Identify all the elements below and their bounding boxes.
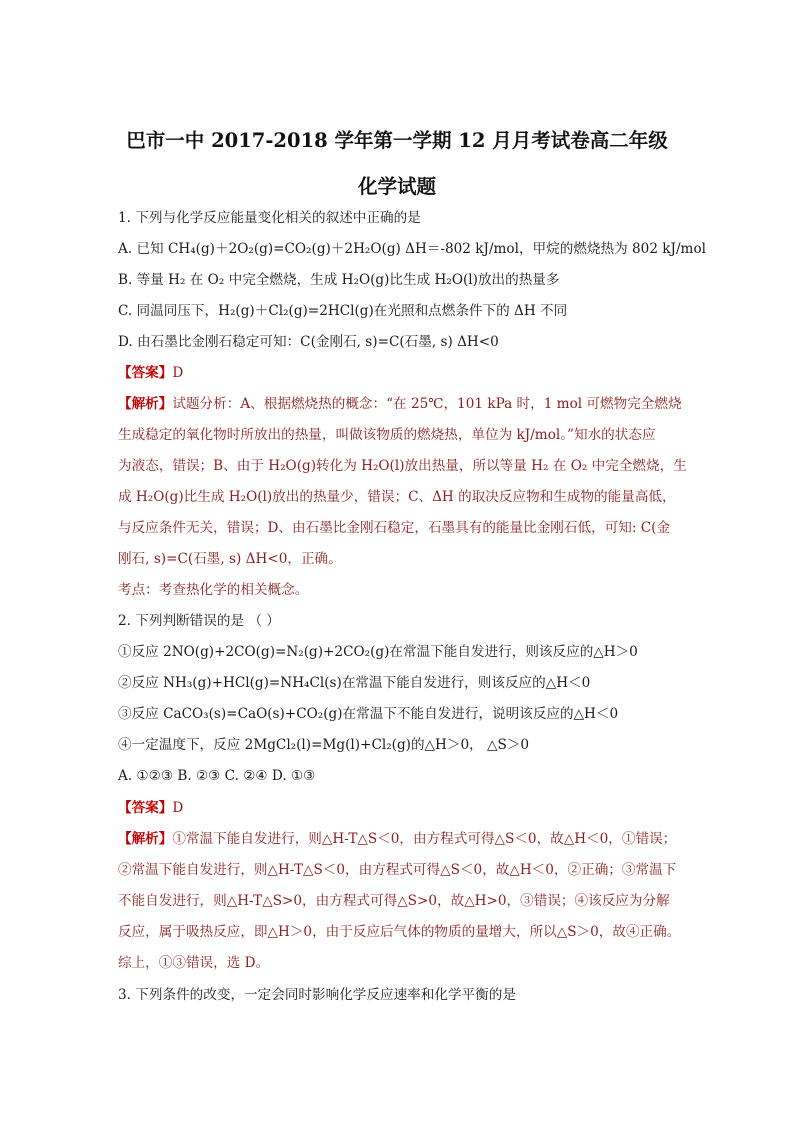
q1-stem: 1. 下列与化学反应能量变化相关的叙述中正确的是 bbox=[118, 210, 421, 226]
q1-option-a: A. 已知 CH₄(g)＋2O₂(g)=CO₂(g)＋2H₂O(g) ΔH＝-802 kJ/mol，甲烷的燃烧热为 802 kJ/mol bbox=[118, 241, 706, 257]
q1-option-b: B. 等量 H₂ 在 O₂ 中完全燃烧，生成 H₂O(g)比生成 H₂O(l)放出的热量多 bbox=[118, 272, 560, 288]
exam-title: 巴市一中 2017-2018 学年第一学期 12 月月考试卷高二年级 bbox=[126, 129, 668, 152]
answer-value: D bbox=[172, 800, 184, 816]
q2-explanation-line: 综上，①③错误，选 D。 bbox=[118, 955, 270, 971]
explanation-tag: 【解析】 bbox=[118, 396, 173, 412]
q1-explanation-line: 为液态，错误；B、由于 H₂O(g)转化为 H₂O(l)放出热量，所以等量 H₂ 在 O₂ 中完全燃烧，生 bbox=[118, 458, 687, 474]
q2-answer bbox=[118, 799, 183, 817]
q2-statement-3: ③反应 CaCO₃(s)=CaO(s)+CO₂(g)在常温下不能自发进行，说明该反应的△H＜0 bbox=[118, 706, 619, 722]
q2-explanation-line: 反应，属于吸热反应，即△H＞0，由于反应后气体的物质的量增大，所以△S＞0，故④正确。 bbox=[118, 924, 681, 940]
q2-explanation-line: ②常温下能自发进行，则△H-T△S＜0，由方程式可得△S＜0，故△H＜0，②正确；③常温下 bbox=[118, 862, 677, 878]
explanation-tag: 【解析】 bbox=[118, 831, 173, 847]
q1-option-c: C. 同温同压下，H₂(g)＋Cl₂(g)=2HCl(g)在光照和点燃条件下的 ΔH 不同 bbox=[118, 303, 568, 319]
answer-value: D bbox=[172, 365, 184, 381]
answer-tag: 【答案】 bbox=[118, 365, 173, 381]
q2-stem: 2. 下列判断错误的是 （ ） bbox=[118, 613, 280, 629]
q3-stem: 3. 下列条件的改变，一定会同时影响化学反应速率和化学平衡的是 bbox=[118, 987, 516, 1003]
exam-subtitle: 化学试题 bbox=[357, 175, 436, 198]
q1-explanation-line: 成 H₂O(g)比生成 H₂O(l)放出的热量少，错误；C、ΔH 的取决反应物和生成物的能量高低， bbox=[118, 489, 676, 505]
q2-options: A. ①②③ B. ②③ C. ②④ D. ①③ bbox=[118, 768, 316, 784]
q2-statement-1: ①反应 2NO(g)+2CO(g)=N₂(g)+2CO₂(g)在常温下能自发进行，则该反应的△H＞0 bbox=[118, 644, 638, 660]
q1-explanation-line: 生成稳定的氧化物时所放出的热量，叫做该物质的燃烧热，单位为 kJ/mol。”知水的状态应 bbox=[118, 427, 656, 443]
q1-explanation-line: 【解析】试题分析：A、根据燃烧热的概念：“在 25℃，101 kPa 时，1 mol 可燃物完全燃烧 bbox=[118, 396, 682, 412]
q1-explanation-line: 刚石, s)=C(石墨, s) ΔH<0，正确。 bbox=[118, 551, 342, 567]
answer-tag: 【答案】 bbox=[118, 800, 173, 816]
q2-explanation-line: 【解析】①常温下能自发进行，则△H-T△S＜0，由方程式可得△S＜0，故△H＜0，①错误； bbox=[118, 831, 677, 847]
q1-point: 考点：考查热化学的相关概念。 bbox=[118, 582, 309, 598]
q2-statement-2: ②反应 NH₃(g)+HCl(g)=NH₄Cl(s)在常温下能自发进行，则该反应的△H＜0 bbox=[118, 675, 591, 691]
q2-explanation-line: 不能自发进行，则△H-T△S>0，由方程式可得△S>0，故△H>0，③错误；④该反应为分解 bbox=[118, 893, 670, 909]
q1-explanation-line: 与反应条件无关，错误；D、由石墨比金刚石稳定，石墨具有的能量比金刚石低，可知: C(金 bbox=[118, 520, 671, 536]
q2-statement-4: ④一定温度下，反应 2MgCl₂(l)=Mg(l)+Cl₂(g)的△H＞0， △S＞0 bbox=[118, 737, 530, 753]
q1-answer bbox=[118, 364, 183, 382]
q1-option-d: D. 由石墨比金刚石稳定可知：C(金刚石, s)=C(石墨, s) ΔH<0 bbox=[118, 334, 499, 350]
